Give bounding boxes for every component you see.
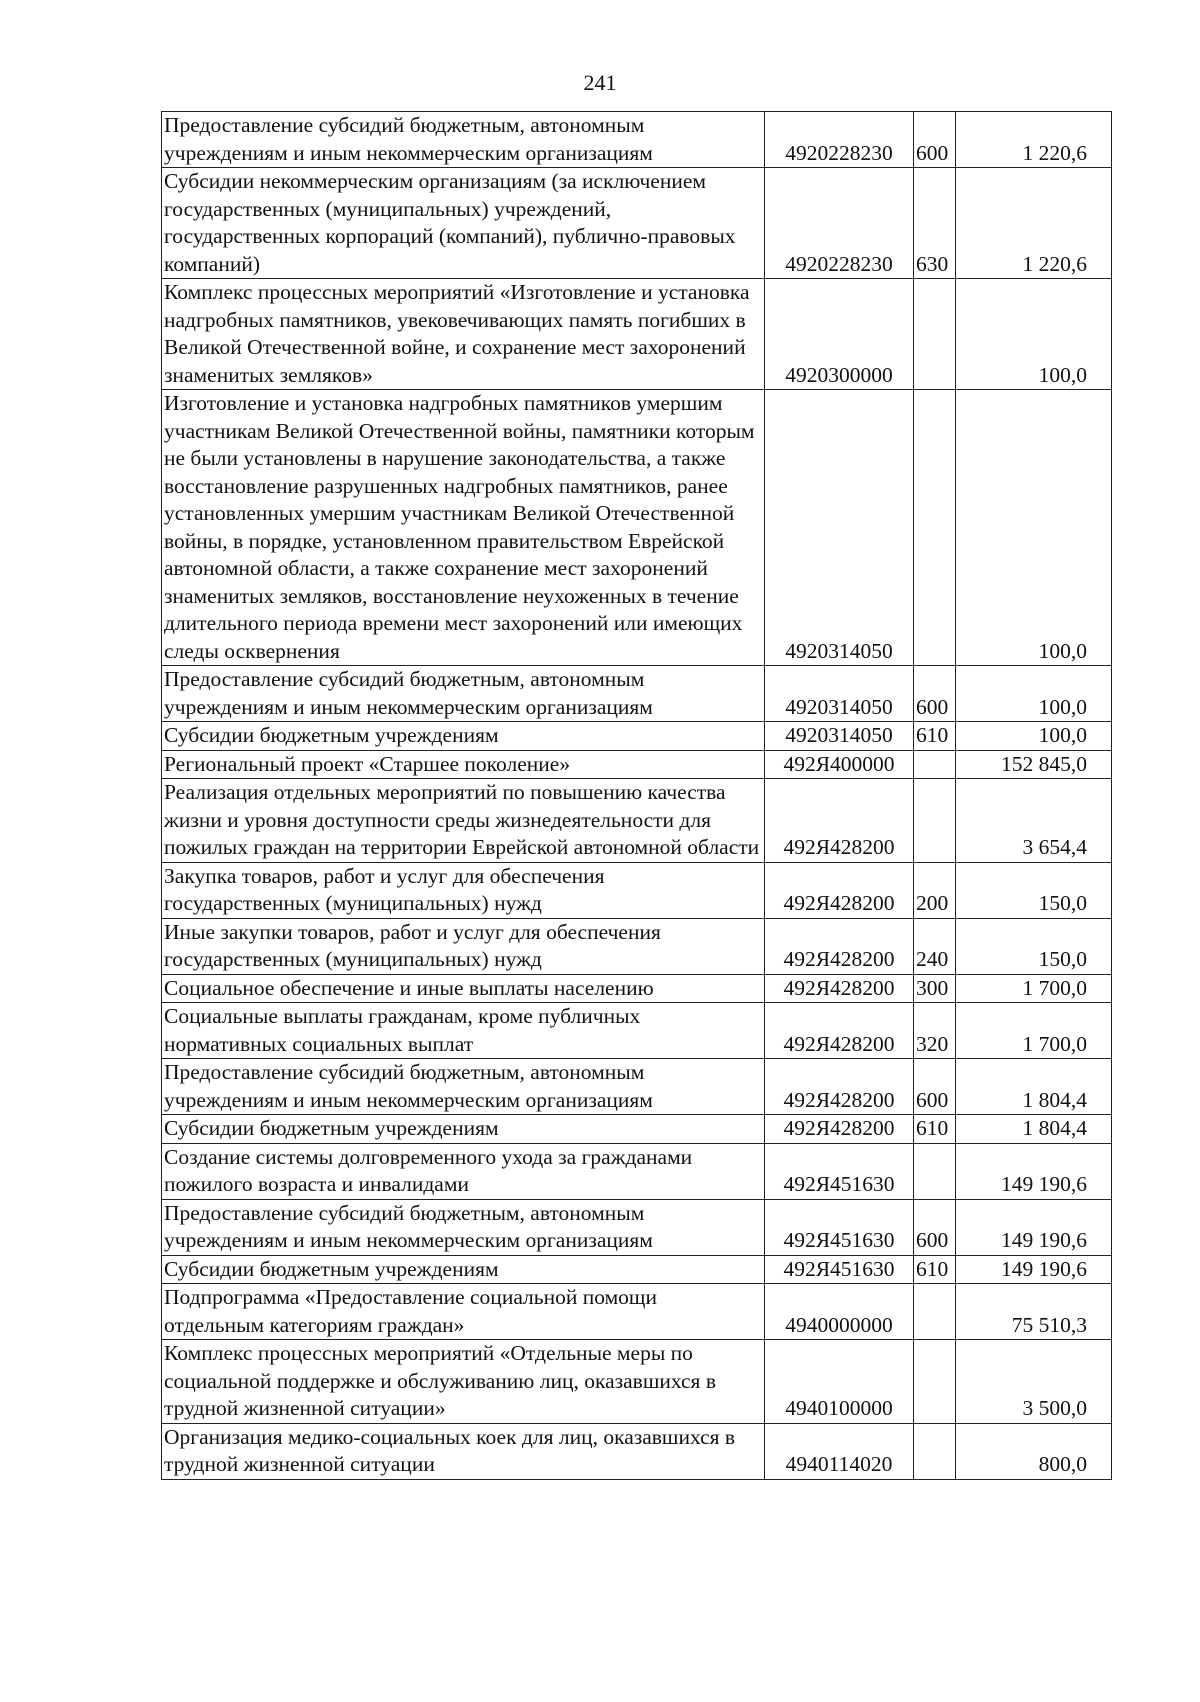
row-name: Предоставление субсидий бюджетным, автономным учреждениям и иным некоммерческим организациям — [162, 112, 765, 168]
row-amount: 100,0 — [956, 279, 1112, 390]
row-amount: 75 510,3 — [956, 1284, 1112, 1340]
row-target-code: 4920228230 — [765, 168, 914, 279]
row-expense-type: 300 — [914, 974, 956, 1003]
table-row — [162, 722, 1112, 751]
row-amount: 1 220,6 — [956, 112, 1112, 168]
row-target-code: 4920314050 — [765, 722, 914, 751]
row-target-code: 492Я428200 — [765, 974, 914, 1003]
row-amount: 149 190,6 — [956, 1255, 1112, 1284]
table-row — [162, 168, 1112, 279]
table-row — [162, 1423, 1112, 1479]
row-target-code: 492Я451630 — [765, 1255, 914, 1284]
row-target-code: 4940000000 — [765, 1284, 914, 1340]
row-expense-type — [914, 779, 956, 863]
table-row — [162, 862, 1112, 918]
table-row — [162, 974, 1112, 1003]
row-target-code: 492Я428200 — [765, 1003, 914, 1059]
row-name: Предоставление субсидий бюджетным, автономным учреждениям и иным некоммерческим организациям — [162, 1199, 765, 1255]
row-target-code: 492Я428200 — [765, 918, 914, 974]
row-target-code: 492Я428200 — [765, 1059, 914, 1115]
row-target-code: 4920300000 — [765, 279, 914, 390]
row-name: Создание системы долговременного ухода за гражданами пожилого возраста и инвалидами — [162, 1143, 765, 1199]
table-row — [162, 918, 1112, 974]
table-row — [162, 1115, 1112, 1144]
row-name: Иные закупки товаров, работ и услуг для обеспечения государственных (муниципальных) нужд — [162, 918, 765, 974]
table-body — [162, 112, 1112, 1480]
table-row — [162, 1284, 1112, 1340]
row-name: Субсидии некоммерческим организациям (за исключением государственных (муниципальных) учреждений, государственных корпораций (компаний), публично-правовых компаний) — [162, 168, 765, 279]
row-amount: 1 804,4 — [956, 1115, 1112, 1144]
table-row — [162, 1199, 1112, 1255]
row-expense-type: 600 — [914, 666, 956, 722]
row-target-code: 4940114020 — [765, 1423, 914, 1479]
table-row — [162, 1340, 1112, 1424]
table-row — [162, 750, 1112, 779]
row-expense-type: 320 — [914, 1003, 956, 1059]
row-amount: 100,0 — [956, 722, 1112, 751]
budget-table — [161, 111, 1112, 1480]
row-expense-type — [914, 750, 956, 779]
page-number: 241 — [583, 70, 617, 95]
table-row — [162, 1003, 1112, 1059]
row-expense-type: 630 — [914, 168, 956, 279]
row-name: Реализация отдельных мероприятий по повышению качества жизни и уровня доступности среды жизнедеятельности для пожилых граждан на территории Еврейской автономной области — [162, 779, 765, 863]
row-name: Предоставление субсидий бюджетным, автономным учреждениям и иным некоммерческим организациям — [162, 1059, 765, 1115]
row-target-code: 4920314050 — [765, 390, 914, 666]
row-name: Подпрограмма «Предоставление социальной помощи отдельным категориям граждан» — [162, 1284, 765, 1340]
row-name: Закупка товаров, работ и услуг для обеспечения государственных (муниципальных) нужд — [162, 862, 765, 918]
row-target-code: 492Я428200 — [765, 1115, 914, 1144]
row-amount: 152 845,0 — [956, 750, 1112, 779]
row-amount: 3 654,4 — [956, 779, 1112, 863]
row-target-code: 492Я428200 — [765, 862, 914, 918]
row-amount: 1 804,4 — [956, 1059, 1112, 1115]
row-name: Изготовление и установка надгробных памятников умершим участникам Великой Отечественной войны, памятники которым не были установлены в нарушение законодательства, а также восстановление разрушенных надгробных памятников, ранее установленных умершим участникам Великой Отечественной войны, в порядке, установленном правительством Еврейской автономной области, а также сохранение мест захоронений знаменитых земляков, восстановление неухоженных в течение длительного периода времени мест захоронений или имеющих следы осквернения — [162, 390, 765, 666]
row-target-code: 4940100000 — [765, 1340, 914, 1424]
row-expense-type: 200 — [914, 862, 956, 918]
row-target-code: 492Я400000 — [765, 750, 914, 779]
row-amount: 150,0 — [956, 862, 1112, 918]
row-target-code: 492Я428200 — [765, 779, 914, 863]
row-name: Социальные выплаты гражданам, кроме публичных нормативных социальных выплат — [162, 1003, 765, 1059]
row-expense-type: 610 — [914, 1115, 956, 1144]
row-expense-type: 600 — [914, 112, 956, 168]
table-row — [162, 112, 1112, 168]
table-row — [162, 279, 1112, 390]
row-expense-type: 610 — [914, 1255, 956, 1284]
row-expense-type: 240 — [914, 918, 956, 974]
row-expense-type — [914, 1284, 956, 1340]
row-name: Комплекс процессных мероприятий «Изготовление и установка надгробных памятников, увековечивающих память погибших в Великой Отечественной войне, и сохранение мест захоронений знаменитых земляков» — [162, 279, 765, 390]
row-amount: 150,0 — [956, 918, 1112, 974]
row-amount: 3 500,0 — [956, 1340, 1112, 1424]
row-amount: 1 700,0 — [956, 974, 1112, 1003]
table-row — [162, 1059, 1112, 1115]
row-amount: 100,0 — [956, 666, 1112, 722]
table-row — [162, 390, 1112, 666]
row-expense-type — [914, 1423, 956, 1479]
row-expense-type: 610 — [914, 722, 956, 751]
row-target-code: 4920314050 — [765, 666, 914, 722]
table-row — [162, 1255, 1112, 1284]
row-name: Предоставление субсидий бюджетным, автономным учреждениям и иным некоммерческим организациям — [162, 666, 765, 722]
row-expense-type — [914, 390, 956, 666]
row-amount: 149 190,6 — [956, 1199, 1112, 1255]
row-amount: 800,0 — [956, 1423, 1112, 1479]
row-amount: 1 700,0 — [956, 1003, 1112, 1059]
row-amount: 100,0 — [956, 390, 1112, 666]
row-target-code: 4920228230 — [765, 112, 914, 168]
row-amount: 1 220,6 — [956, 168, 1112, 279]
row-target-code: 492Я451630 — [765, 1143, 914, 1199]
row-amount: 149 190,6 — [956, 1143, 1112, 1199]
row-name: Социальное обеспечение и иные выплаты населению — [162, 974, 765, 1003]
table-row — [162, 779, 1112, 863]
row-expense-type — [914, 1340, 956, 1424]
row-name: Комплекс процессных мероприятий «Отдельные меры по социальной поддержке и обслуживанию лиц, оказавшихся в трудной жизненной ситуации» — [162, 1340, 765, 1424]
row-name: Субсидии бюджетным учреждениям — [162, 722, 765, 751]
row-name: Региональный проект «Старшее поколение» — [162, 750, 765, 779]
row-expense-type: 600 — [914, 1199, 956, 1255]
row-target-code: 492Я451630 — [765, 1199, 914, 1255]
row-expense-type — [914, 279, 956, 390]
row-name: Субсидии бюджетным учреждениям — [162, 1255, 765, 1284]
row-expense-type — [914, 1143, 956, 1199]
row-name: Организация медико-социальных коек для лиц, оказавшихся в трудной жизненной ситуации — [162, 1423, 765, 1479]
row-expense-type: 600 — [914, 1059, 956, 1115]
table-row — [162, 666, 1112, 722]
row-name: Субсидии бюджетным учреждениям — [162, 1115, 765, 1144]
table-row — [162, 1143, 1112, 1199]
